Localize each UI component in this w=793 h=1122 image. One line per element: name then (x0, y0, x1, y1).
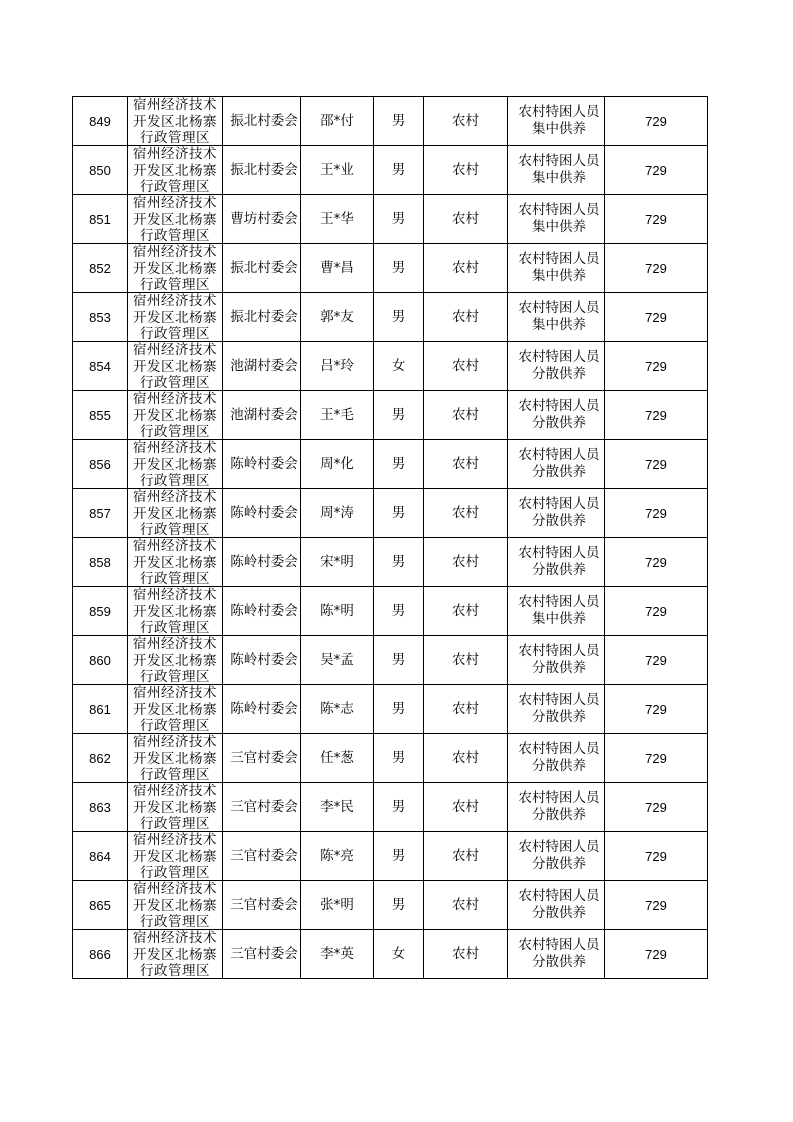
table-row (73, 538, 708, 587)
district-line: 开发区北杨寨 (133, 799, 217, 816)
district-line: 行政管理区 (140, 914, 210, 929)
district-line: 宿州经济技术 (133, 832, 217, 848)
amount-cell: 729 (605, 342, 708, 391)
residence-type-cell: 农村 (424, 342, 508, 391)
village-committee-cell (223, 489, 301, 538)
table-row (73, 440, 708, 489)
village-committee-cell (223, 881, 301, 930)
support-category-text: 农村特困人员集中供养 (518, 153, 600, 186)
district-text (130, 783, 220, 831)
name-cell: 陈*志 (301, 685, 374, 734)
district-line: 行政管理区 (140, 473, 210, 488)
district-cell (128, 587, 223, 636)
district-line: 开发区北杨寨 (133, 505, 217, 522)
table-row (73, 342, 708, 391)
gender-cell: 男 (374, 832, 424, 881)
district-line: 开发区北杨寨 (133, 750, 217, 767)
district-line: 行政管理区 (140, 228, 210, 243)
district-line: 宿州经济技术 (133, 538, 217, 554)
district-line: 行政管理区 (140, 179, 210, 194)
district-line: 开发区北杨寨 (133, 211, 217, 228)
gender-cell: 男 (374, 636, 424, 685)
residence-type-cell: 农村 (424, 832, 508, 881)
district-line: 开发区北杨寨 (133, 554, 217, 571)
support-category-cell (508, 440, 605, 489)
support-category-text: 农村特困人员集中供养 (518, 251, 600, 284)
district-line: 宿州经济技术 (133, 783, 217, 799)
village-committee-text: 三官村委会 (230, 798, 298, 815)
support-category-cell (508, 783, 605, 832)
village-committee-text: 三官村委会 (230, 847, 298, 864)
district-cell (128, 783, 223, 832)
name-cell: 周*涛 (301, 489, 374, 538)
district-cell (128, 489, 223, 538)
support-category-text: 农村特困人员分散供养 (518, 398, 600, 431)
row-number-cell: 864 (73, 832, 128, 881)
table-body (73, 97, 708, 979)
district-cell (128, 685, 223, 734)
amount-cell: 729 (605, 293, 708, 342)
relief-list-sheet (72, 96, 708, 979)
district-line: 行政管理区 (140, 277, 210, 292)
table-row (73, 930, 708, 979)
table-row (73, 881, 708, 930)
district-line: 宿州经济技术 (133, 342, 217, 358)
table-row (73, 195, 708, 244)
district-text (130, 195, 220, 243)
support-category-cell (508, 97, 605, 146)
support-category-cell (508, 244, 605, 293)
residence-type-cell: 农村 (424, 587, 508, 636)
village-committee-text: 池湖村委会 (230, 357, 298, 374)
support-category-text: 农村特困人员分散供养 (518, 692, 600, 725)
district-line: 行政管理区 (140, 571, 210, 586)
support-category-text: 农村特困人员集中供养 (518, 202, 600, 235)
support-category-text: 农村特困人员分散供养 (518, 741, 600, 774)
amount-cell: 729 (605, 146, 708, 195)
support-category-text: 农村特困人员分散供养 (518, 496, 600, 529)
residence-type-cell: 农村 (424, 881, 508, 930)
village-committee-cell (223, 587, 301, 636)
table-row (73, 146, 708, 195)
district-text (130, 881, 220, 929)
gender-cell: 女 (374, 930, 424, 979)
name-cell: 陈*亮 (301, 832, 374, 881)
support-category-cell (508, 195, 605, 244)
district-line: 行政管理区 (140, 963, 210, 978)
district-line: 宿州经济技术 (133, 489, 217, 505)
district-line: 宿州经济技术 (133, 881, 217, 897)
name-cell: 宋*明 (301, 538, 374, 587)
amount-cell: 729 (605, 538, 708, 587)
district-line: 行政管理区 (140, 522, 210, 537)
row-number-cell: 866 (73, 930, 128, 979)
district-line: 宿州经济技术 (133, 146, 217, 162)
table-row (73, 391, 708, 440)
gender-cell: 男 (374, 97, 424, 146)
residence-type-cell: 农村 (424, 538, 508, 587)
residence-type-cell: 农村 (424, 146, 508, 195)
village-committee-text: 池湖村委会 (230, 406, 298, 423)
village-committee-cell (223, 734, 301, 783)
name-cell: 陈*明 (301, 587, 374, 636)
support-category-cell (508, 538, 605, 587)
district-line: 行政管理区 (140, 718, 210, 733)
row-number-cell: 861 (73, 685, 128, 734)
village-committee-text: 三官村委会 (230, 896, 298, 913)
district-cell (128, 195, 223, 244)
district-line: 开发区北杨寨 (133, 162, 217, 179)
support-category-text: 农村特困人员集中供养 (518, 300, 600, 333)
row-number-cell: 850 (73, 146, 128, 195)
district-cell (128, 734, 223, 783)
support-category-cell (508, 391, 605, 440)
amount-cell: 729 (605, 97, 708, 146)
village-committee-cell (223, 685, 301, 734)
amount-cell: 729 (605, 636, 708, 685)
district-line: 行政管理区 (140, 130, 210, 145)
village-committee-text: 陈岭村委会 (230, 602, 298, 619)
district-cell (128, 146, 223, 195)
residence-type-cell: 农村 (424, 244, 508, 293)
table-row (73, 97, 708, 146)
gender-cell: 男 (374, 146, 424, 195)
support-category-text: 农村特困人员分散供养 (518, 888, 600, 921)
table-row (73, 587, 708, 636)
amount-cell: 729 (605, 930, 708, 979)
support-category-cell (508, 685, 605, 734)
name-cell: 李*民 (301, 783, 374, 832)
row-number-cell: 856 (73, 440, 128, 489)
district-text (130, 734, 220, 782)
residence-type-cell: 农村 (424, 930, 508, 979)
support-category-cell (508, 881, 605, 930)
name-cell: 王*华 (301, 195, 374, 244)
gender-cell: 男 (374, 881, 424, 930)
village-committee-text: 陈岭村委会 (230, 651, 298, 668)
amount-cell: 729 (605, 587, 708, 636)
amount-cell: 729 (605, 881, 708, 930)
residence-type-cell: 农村 (424, 685, 508, 734)
support-category-cell (508, 832, 605, 881)
name-cell: 吕*玲 (301, 342, 374, 391)
village-committee-text: 陈岭村委会 (230, 553, 298, 570)
village-committee-text: 三官村委会 (230, 945, 298, 962)
support-category-cell (508, 734, 605, 783)
district-text (130, 244, 220, 292)
district-text (130, 146, 220, 194)
amount-cell: 729 (605, 244, 708, 293)
name-cell: 王*业 (301, 146, 374, 195)
table-row (73, 293, 708, 342)
gender-cell: 男 (374, 391, 424, 440)
name-cell: 邵*付 (301, 97, 374, 146)
support-category-cell (508, 587, 605, 636)
district-cell (128, 293, 223, 342)
residence-type-cell: 农村 (424, 636, 508, 685)
district-line: 开发区北杨寨 (133, 113, 217, 130)
village-committee-cell (223, 293, 301, 342)
row-number-cell: 853 (73, 293, 128, 342)
village-committee-cell (223, 195, 301, 244)
gender-cell: 男 (374, 587, 424, 636)
district-line: 开发区北杨寨 (133, 848, 217, 865)
relief-list-table (72, 96, 708, 979)
district-text (130, 538, 220, 586)
residence-type-cell: 农村 (424, 734, 508, 783)
support-category-cell (508, 146, 605, 195)
support-category-text: 农村特困人员分散供养 (518, 839, 600, 872)
village-committee-cell (223, 440, 301, 489)
name-cell: 李*英 (301, 930, 374, 979)
gender-cell: 男 (374, 440, 424, 489)
district-line: 宿州经济技术 (133, 587, 217, 603)
support-category-text: 农村特困人员分散供养 (518, 937, 600, 970)
amount-cell: 729 (605, 391, 708, 440)
district-line: 开发区北杨寨 (133, 260, 217, 277)
residence-type-cell: 农村 (424, 783, 508, 832)
village-committee-text: 振北村委会 (230, 161, 298, 178)
support-category-cell (508, 930, 605, 979)
district-text (130, 930, 220, 978)
district-cell (128, 881, 223, 930)
gender-cell: 男 (374, 685, 424, 734)
village-committee-text: 陈岭村委会 (230, 700, 298, 717)
support-category-text: 农村特困人员分散供养 (518, 349, 600, 382)
gender-cell: 男 (374, 293, 424, 342)
district-text (130, 391, 220, 439)
row-number-cell: 851 (73, 195, 128, 244)
district-line: 开发区北杨寨 (133, 897, 217, 914)
table-row (73, 734, 708, 783)
village-committee-text: 陈岭村委会 (230, 504, 298, 521)
table-row (73, 783, 708, 832)
residence-type-cell: 农村 (424, 195, 508, 244)
row-number-cell: 852 (73, 244, 128, 293)
district-cell (128, 636, 223, 685)
district-line: 宿州经济技术 (133, 930, 217, 946)
district-line: 开发区北杨寨 (133, 456, 217, 473)
name-cell: 任*葱 (301, 734, 374, 783)
village-committee-text: 振北村委会 (230, 308, 298, 325)
district-line: 行政管理区 (140, 326, 210, 341)
district-text (130, 440, 220, 488)
table-row (73, 636, 708, 685)
district-line: 行政管理区 (140, 767, 210, 782)
village-committee-cell (223, 244, 301, 293)
district-text (130, 685, 220, 733)
district-line: 行政管理区 (140, 620, 210, 635)
district-line: 开发区北杨寨 (133, 407, 217, 424)
village-committee-text: 三官村委会 (230, 749, 298, 766)
district-line: 开发区北杨寨 (133, 701, 217, 718)
village-committee-cell (223, 636, 301, 685)
district-text (130, 636, 220, 684)
row-number-cell: 859 (73, 587, 128, 636)
gender-cell: 男 (374, 538, 424, 587)
row-number-cell: 854 (73, 342, 128, 391)
village-committee-text: 振北村委会 (230, 112, 298, 129)
residence-type-cell: 农村 (424, 391, 508, 440)
district-cell (128, 538, 223, 587)
district-line: 开发区北杨寨 (133, 652, 217, 669)
support-category-text: 农村特困人员集中供养 (518, 594, 600, 627)
village-committee-cell (223, 146, 301, 195)
amount-cell: 729 (605, 440, 708, 489)
row-number-cell: 849 (73, 97, 128, 146)
district-cell (128, 391, 223, 440)
district-line: 开发区北杨寨 (133, 358, 217, 375)
support-category-text: 农村特困人员集中供养 (518, 104, 600, 137)
gender-cell: 男 (374, 489, 424, 538)
district-line: 宿州经济技术 (133, 636, 217, 652)
village-committee-text: 陈岭村委会 (230, 455, 298, 472)
row-number-cell: 863 (73, 783, 128, 832)
village-committee-cell (223, 391, 301, 440)
gender-cell: 男 (374, 244, 424, 293)
name-cell: 曹*昌 (301, 244, 374, 293)
village-committee-cell (223, 832, 301, 881)
district-text (130, 342, 220, 390)
village-committee-cell (223, 783, 301, 832)
support-category-text: 农村特困人员分散供养 (518, 643, 600, 676)
district-line: 宿州经济技术 (133, 685, 217, 701)
district-cell (128, 244, 223, 293)
residence-type-cell: 农村 (424, 489, 508, 538)
residence-type-cell: 农村 (424, 293, 508, 342)
district-cell (128, 832, 223, 881)
row-number-cell: 857 (73, 489, 128, 538)
village-committee-cell (223, 538, 301, 587)
row-number-cell: 860 (73, 636, 128, 685)
support-category-cell (508, 489, 605, 538)
name-cell: 吴*孟 (301, 636, 374, 685)
support-category-cell (508, 293, 605, 342)
name-cell: 王*毛 (301, 391, 374, 440)
amount-cell: 729 (605, 685, 708, 734)
row-number-cell: 865 (73, 881, 128, 930)
row-number-cell: 862 (73, 734, 128, 783)
name-cell: 郭*友 (301, 293, 374, 342)
residence-type-cell: 农村 (424, 97, 508, 146)
district-cell (128, 97, 223, 146)
village-committee-text: 曹坊村委会 (230, 210, 298, 227)
gender-cell: 男 (374, 734, 424, 783)
village-committee-cell (223, 342, 301, 391)
table-row (73, 832, 708, 881)
district-cell (128, 342, 223, 391)
district-line: 行政管理区 (140, 865, 210, 880)
gender-cell: 男 (374, 195, 424, 244)
support-category-text: 农村特困人员分散供养 (518, 790, 600, 823)
amount-cell: 729 (605, 734, 708, 783)
amount-cell: 729 (605, 195, 708, 244)
district-line: 宿州经济技术 (133, 734, 217, 750)
district-line: 宿州经济技术 (133, 97, 217, 113)
district-text (130, 97, 220, 145)
district-cell (128, 440, 223, 489)
amount-cell: 729 (605, 489, 708, 538)
table-row (73, 489, 708, 538)
district-line: 行政管理区 (140, 669, 210, 684)
district-text (130, 587, 220, 635)
amount-cell: 729 (605, 832, 708, 881)
gender-cell: 男 (374, 783, 424, 832)
amount-cell: 729 (605, 783, 708, 832)
row-number-cell: 858 (73, 538, 128, 587)
district-line: 宿州经济技术 (133, 195, 217, 211)
district-line: 行政管理区 (140, 816, 210, 831)
district-text (130, 293, 220, 341)
district-text (130, 489, 220, 537)
district-line: 宿州经济技术 (133, 391, 217, 407)
village-committee-cell (223, 930, 301, 979)
district-line: 行政管理区 (140, 424, 210, 439)
name-cell: 周*化 (301, 440, 374, 489)
support-category-cell (508, 636, 605, 685)
gender-cell: 女 (374, 342, 424, 391)
district-line: 开发区北杨寨 (133, 603, 217, 620)
district-cell (128, 930, 223, 979)
support-category-text: 农村特困人员分散供养 (518, 447, 600, 480)
village-committee-text: 振北村委会 (230, 259, 298, 276)
district-line: 宿州经济技术 (133, 440, 217, 456)
row-number-cell: 855 (73, 391, 128, 440)
support-category-cell (508, 342, 605, 391)
district-line: 宿州经济技术 (133, 244, 217, 260)
district-line: 开发区北杨寨 (133, 946, 217, 963)
district-line: 开发区北杨寨 (133, 309, 217, 326)
support-category-text: 农村特困人员分散供养 (518, 545, 600, 578)
district-line: 宿州经济技术 (133, 293, 217, 309)
name-cell: 张*明 (301, 881, 374, 930)
village-committee-cell (223, 97, 301, 146)
table-row (73, 685, 708, 734)
table-row (73, 244, 708, 293)
district-line: 行政管理区 (140, 375, 210, 390)
residence-type-cell: 农村 (424, 440, 508, 489)
district-text (130, 832, 220, 880)
